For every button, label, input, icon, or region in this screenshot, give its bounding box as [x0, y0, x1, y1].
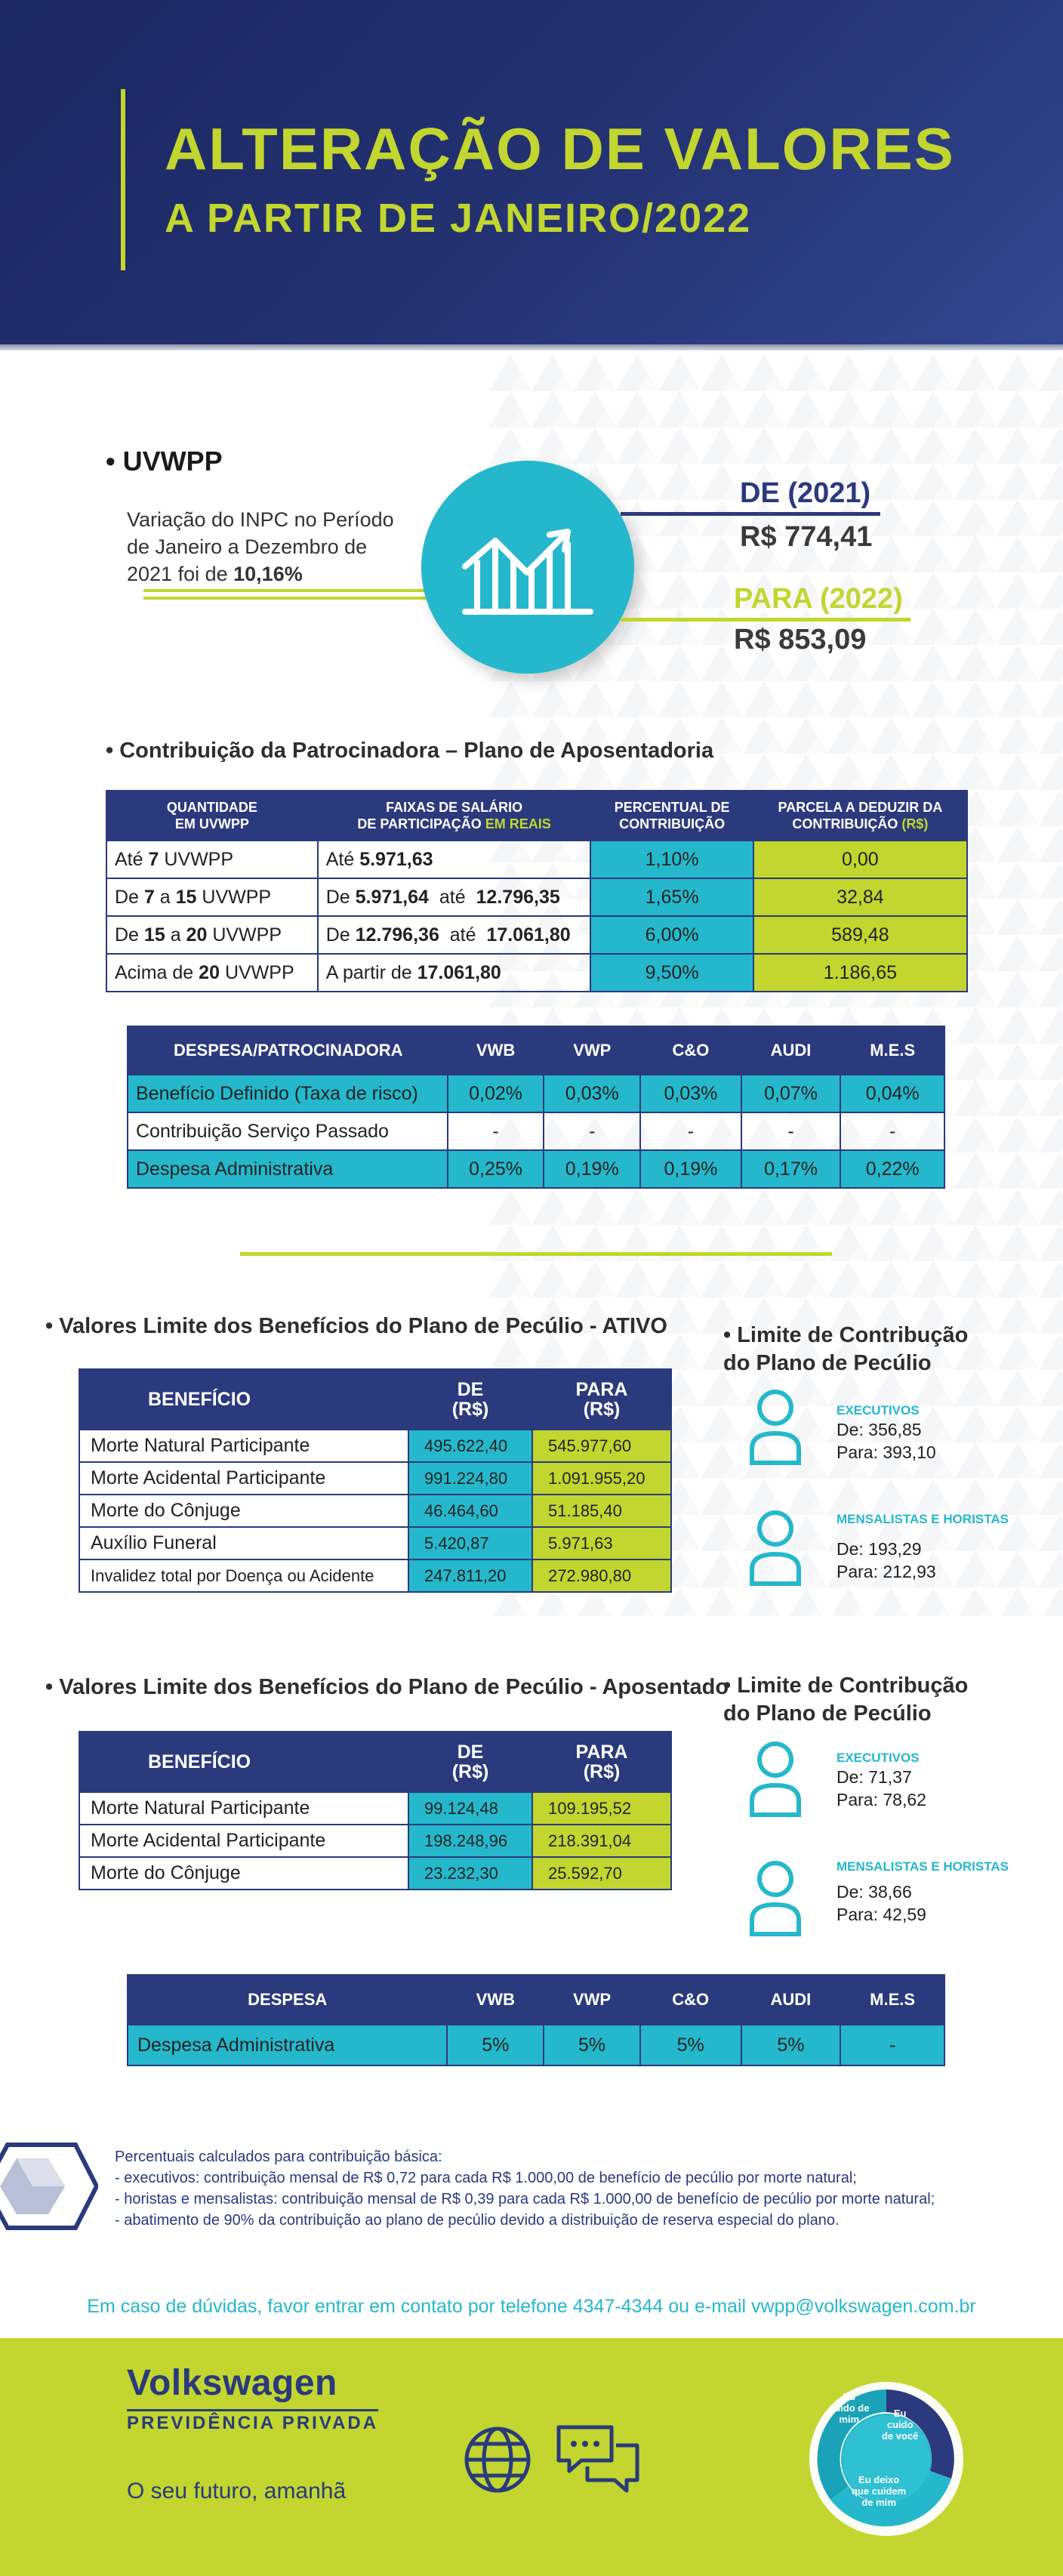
benefit-name: Invalidez total por Doença ou Acidente	[79, 1559, 408, 1592]
cell-value: 0,07%	[741, 1075, 841, 1112]
note-line: - executivos: contribuição mensal de R$ 0,72 para cada R$ 1.000,00 de benefício de pecúlio por morte natural;	[115, 2170, 857, 2186]
cell-value: 0,03%	[640, 1075, 741, 1112]
parcela-cell: 589,48	[753, 916, 967, 954]
footnotes	[115, 2146, 935, 2231]
de-value: 991.224,80	[408, 1462, 532, 1495]
cell-value: -	[448, 1112, 544, 1150]
header-accent-bar	[121, 89, 125, 270]
faixa-cell: De 12.796,36 até 17.061,80	[318, 916, 591, 954]
contribution-table	[106, 790, 968, 992]
aposentado-limit-title: • Limite de Contribução do Plano de Pecúlio	[723, 1674, 969, 1726]
table-row	[106, 954, 967, 992]
uvwpp-accent-lines	[143, 589, 445, 600]
section-divider	[240, 1252, 832, 1256]
cell-value: 0,22%	[840, 1150, 944, 1188]
despesa-patrocinadora-table	[127, 1026, 945, 1189]
uvwpp-title: • UVWPP	[106, 446, 223, 477]
de-label: DE (2021)	[740, 477, 871, 509]
para-value: 1.091.955,20	[532, 1462, 671, 1495]
faixa-cell: A partir de 17.061,80	[318, 954, 591, 992]
header-faixas: FAIXAS DE SALÁRIO DE PARTICIPAÇÃO EM REAIS	[318, 791, 591, 841]
de-value: R$ 774,41	[740, 521, 873, 553]
row-label: Contribuição Serviço Passado	[128, 1112, 448, 1150]
header-parcela: PARCELA A DEDUZIR DA CONTRIBUIÇÃO (R$)	[753, 791, 967, 841]
header-beneficio: BENEFÍCIO	[79, 1369, 408, 1430]
cell-value: 5%	[640, 2025, 741, 2065]
mensalistas-label: MENSALISTAS E HORISTAS	[837, 1512, 1009, 1526]
para-value: 25.592,70	[532, 1857, 671, 1890]
header-para: PARA (R$)	[532, 1369, 671, 1430]
cell-value: 0,04%	[840, 1075, 944, 1112]
benefit-name: Morte Natural Participante	[79, 1792, 408, 1825]
executivos-label: EXECUTIVOS	[837, 1751, 920, 1765]
table-row	[79, 1559, 671, 1592]
cell-value: 0,19%	[640, 1150, 741, 1188]
header-percentual: PERCENTUAL DE CONTRIBUIÇÃO	[590, 791, 753, 841]
brand-logo-text: Volkswagen	[127, 2363, 337, 2403]
header-banner	[0, 0, 1063, 347]
table-row	[79, 1495, 671, 1527]
brand-slogan: O seu futuro, amanhã	[127, 2479, 347, 2504]
mensalistas-values: De: 38,66 Para: 42,59	[837, 1882, 926, 1924]
percentual-cell: 1,10%	[590, 841, 753, 878]
para-connector-line	[621, 618, 910, 622]
para-value: 109.195,52	[532, 1792, 671, 1825]
para-value: 5.971,63	[532, 1527, 671, 1559]
header-beneficio: BENEFÍCIO	[79, 1732, 408, 1792]
aposentado-section-title: • Valores Limite dos Benefícios do Plano de Pecúlio - Aposentado	[45, 1675, 729, 1699]
care-cycle-icon	[803, 2376, 969, 2542]
para-value: 218.391,04	[532, 1825, 671, 1857]
cell-value: 0,17%	[741, 1150, 841, 1188]
cell-value: 5%	[741, 2025, 841, 2065]
table-row	[128, 1150, 944, 1188]
person-icon	[747, 1740, 803, 1817]
table-row	[79, 1527, 671, 1559]
row-label: Despesa Administrativa	[128, 1150, 448, 1188]
faixa-cell: De 5.971,64 até 12.796,35	[318, 878, 591, 916]
globe-icon[interactable]	[462, 2424, 533, 2495]
growth-chart-circle	[421, 461, 634, 674]
table-row	[106, 878, 967, 916]
contrib-section-title: • Contribuição da Patrocinadora – Plano de Aposentadoria	[106, 739, 714, 763]
mensalistas-label: MENSALISTAS E HORISTAS	[837, 1859, 1009, 1874]
table-header-row	[128, 1026, 944, 1075]
cell-value: -	[544, 1112, 640, 1150]
cycle-text-3: Eu deixo que cuidem de mim	[852, 2474, 907, 2508]
para-label: PARA (2022)	[734, 583, 903, 615]
person-icon	[747, 1509, 803, 1586]
table-row	[106, 841, 967, 878]
table-row	[128, 1112, 944, 1150]
cell-value: 5%	[544, 2025, 640, 2065]
header-vwp: VWP	[544, 1975, 640, 2025]
header-vwp: VWP	[544, 1026, 640, 1075]
aposentado-benefits-table	[79, 1731, 672, 1890]
table-row	[106, 916, 967, 954]
person-icon	[747, 1859, 803, 1936]
note-line: - abatimento de 90% da contribuição ao plano de pecúlio devido a distribuição de reserva especial do plano.	[115, 2212, 840, 2229]
para-value: 272.980,80	[532, 1559, 671, 1592]
de-value: 495.622,40	[408, 1430, 532, 1462]
benefit-name: Morte do Cônjuge	[79, 1495, 408, 1527]
table-row	[79, 1825, 671, 1857]
cell-value: -	[640, 1112, 741, 1150]
row-label: Benefício Definido (Taxa de risco)	[128, 1075, 448, 1112]
uvwpp-description	[127, 506, 429, 588]
header-despesa: DESPESA/PATROCINADORA	[128, 1026, 448, 1075]
brand-subtitle: PREVIDÊNCIA PRIVADA	[127, 2409, 378, 2434]
chat-icon[interactable]	[556, 2423, 640, 2498]
de-value: 247.811,20	[408, 1559, 532, 1592]
quantidade-cell: Acima de 20 UVWPP	[106, 954, 318, 992]
header-audi: AUDI	[741, 1026, 841, 1075]
page-title: ALTERAÇÃO DE VALORES	[165, 116, 955, 182]
de-connector-line	[621, 512, 880, 516]
quantidade-cell: Até 7 UVWPP	[106, 841, 318, 878]
header-de: DE (R$)	[408, 1369, 532, 1430]
parcela-cell: 0,00	[753, 841, 967, 878]
growth-chart-icon	[458, 514, 598, 619]
header-co: C&O	[640, 1975, 741, 2025]
header-co: C&O	[640, 1026, 741, 1075]
para-value: 51.185,40	[532, 1495, 671, 1527]
cycle-text-1: Eu cuido de mim	[829, 2391, 870, 2425]
header-despesa: DESPESA	[128, 1975, 447, 2025]
uvwpp-text-line1: Variação do INPC no Período	[127, 508, 394, 531]
table-row	[128, 1075, 944, 1112]
header-vwb: VWB	[448, 1026, 544, 1075]
table-row	[79, 1857, 671, 1890]
table-row	[79, 1430, 671, 1462]
de-value: 46.464,60	[408, 1495, 532, 1527]
table-header-row	[79, 1732, 671, 1792]
de-value: 99.124,48	[408, 1792, 532, 1825]
header-mes: M.E.S	[840, 1026, 944, 1075]
header-de: DE (R$)	[408, 1732, 532, 1792]
note-line: - horistas e mensalistas: contribuição mensal de R$ 0,39 para cada R$ 1.000,00 de benefício de pecúlio por morte natural;	[115, 2191, 935, 2207]
benefit-name: Morte Acidental Participante	[79, 1825, 408, 1857]
ativo-limit-title: • Limite de Contribução do Plano de Pecúlio	[723, 1323, 969, 1375]
header-para: PARA (R$)	[532, 1732, 671, 1792]
header-divider	[0, 344, 1063, 350]
cell-value: 5%	[447, 2025, 544, 2065]
contact-info: Em caso de dúvidas, favor entrar em contato por telefone 4347-4344 ou e-mail vwpp@volkswagen.com.br	[87, 2296, 976, 2317]
page-subtitle: A PARTIR DE JANEIRO/2022	[165, 196, 752, 241]
table-header-row	[128, 1975, 944, 2025]
header-vwb: VWB	[447, 1975, 544, 2025]
table-header-row	[79, 1369, 671, 1430]
table-row	[128, 2025, 944, 2065]
para-value: 545.977,60	[532, 1430, 671, 1462]
parcela-cell: 1.186,65	[753, 954, 967, 992]
benefit-name: Morte do Cônjuge	[79, 1857, 408, 1890]
executivos-values: De: 71,37 Para: 78,62	[837, 1767, 926, 1809]
ativo-benefits-table	[79, 1368, 672, 1593]
de-value: 5.420,87	[408, 1527, 532, 1559]
percentual-cell: 9,50%	[590, 954, 753, 992]
cell-value: 0,02%	[448, 1075, 544, 1112]
cell-value: 0,03%	[544, 1075, 640, 1112]
header-audi: AUDI	[741, 1975, 841, 2025]
header-mes: M.E.S	[840, 1975, 944, 2025]
cell-value: -	[840, 1112, 944, 1150]
table-row	[79, 1462, 671, 1495]
quantidade-cell: De 15 a 20 UVWPP	[106, 916, 318, 954]
hexagon-icon	[0, 2137, 98, 2235]
executivos-label: EXECUTIVOS	[837, 1403, 920, 1418]
table-row	[79, 1792, 671, 1825]
cell-value: -	[741, 1112, 841, 1150]
uvwpp-text-line3: 2021 foi de	[127, 563, 228, 585]
mensalistas-values: De: 193,29 Para: 212,93	[837, 1539, 936, 1581]
uvwpp-text-line2: de Janeiro a Dezembro de	[127, 535, 368, 558]
ativo-section-title: • Valores Limite dos Benefícios do Plano de Pecúlio - ATIVO	[45, 1314, 667, 1338]
uvwpp-percent: 10,16%	[233, 563, 303, 585]
person-icon	[747, 1388, 803, 1465]
despesa-table	[127, 1974, 945, 2066]
para-value: R$ 853,09	[734, 624, 867, 656]
parcela-cell: 32,84	[753, 878, 967, 916]
benefit-name: Morte Natural Participante	[79, 1430, 408, 1462]
percentual-cell: 1,65%	[590, 878, 753, 916]
de-value: 23.232,30	[408, 1857, 532, 1890]
de-value: 198.248,96	[408, 1825, 532, 1857]
executivos-values: De: 356,85 Para: 393,10	[837, 1420, 936, 1462]
cycle-text-2: Eu cuido de você	[882, 2408, 919, 2442]
row-label: Despesa Administrativa	[128, 2025, 447, 2065]
faixa-cell: Até 5.971,63	[318, 841, 591, 878]
cell-value: 0,19%	[544, 1150, 640, 1188]
cell-value: 0,25%	[448, 1150, 544, 1188]
header-quantidade: QUANTIDADE EM UVWPP	[106, 791, 318, 841]
table-header-row	[106, 791, 967, 841]
benefit-name: Auxílio Funeral	[79, 1527, 408, 1559]
cell-value: -	[840, 2025, 944, 2065]
benefit-name: Morte Acidental Participante	[79, 1462, 408, 1495]
note-line: Percentuais calculados para contribuição básica:	[115, 2149, 442, 2165]
percentual-cell: 6,00%	[590, 916, 753, 954]
quantidade-cell: De 7 a 15 UVWPP	[106, 878, 318, 916]
